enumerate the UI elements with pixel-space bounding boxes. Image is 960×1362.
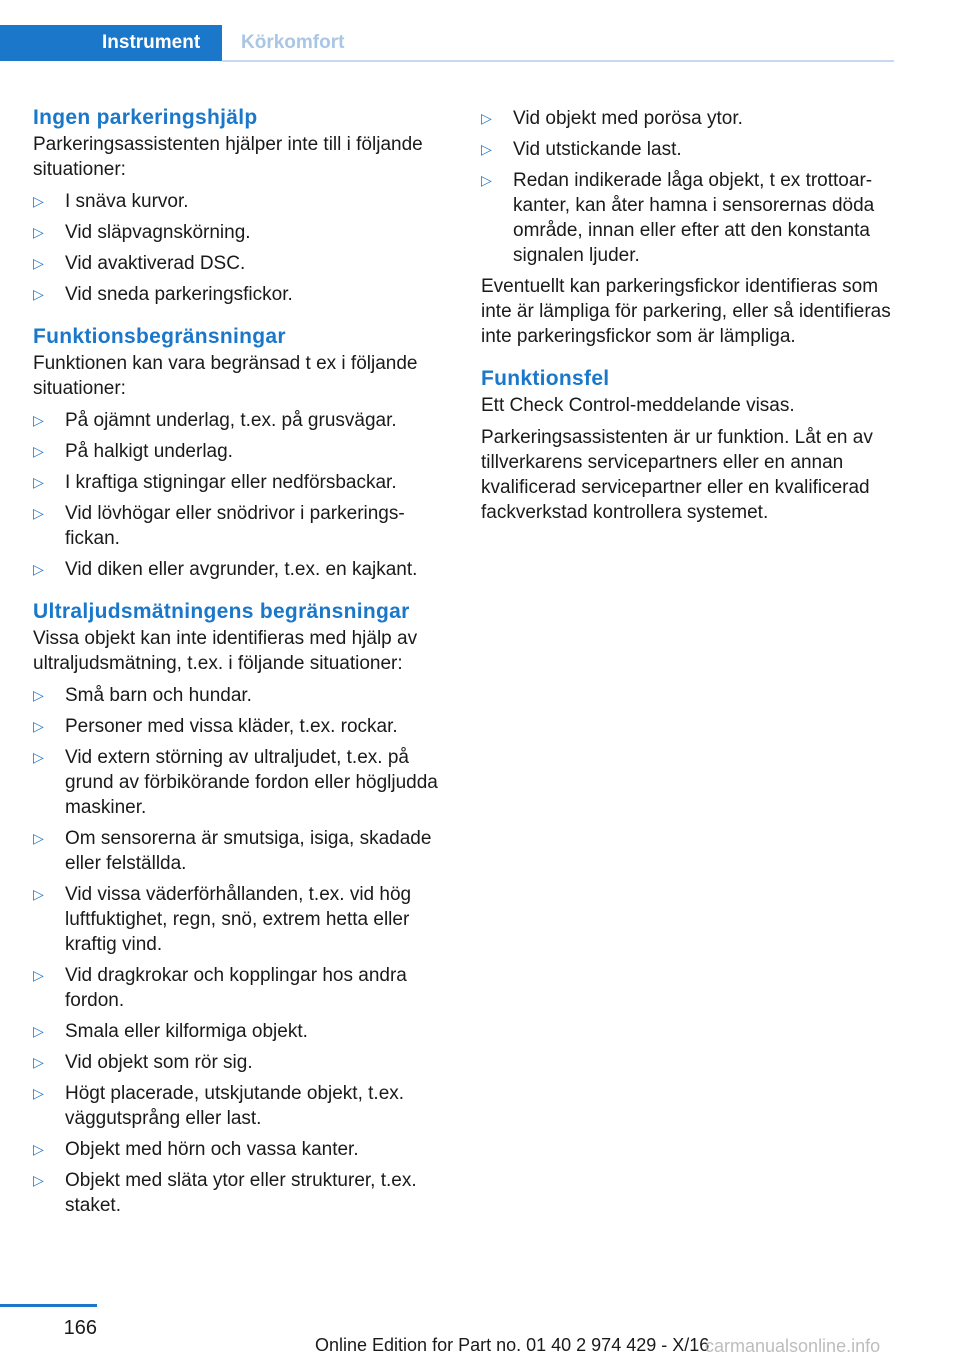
paragraph: Parkeringsassistenten är ur funktion. Låt en av tillverkarens servicepartners eller en annan kvalificerad servicepartner eller en kvalificerad fackverkstad kontrollera systemet.: [481, 427, 873, 523]
triangle-bullet-icon: ▷: [481, 141, 492, 157]
bullet-list: [33, 189, 448, 307]
watermark: carmanualsonline.info: [705, 1336, 881, 1356]
triangle-bullet-icon: ▷: [33, 474, 44, 490]
tab-divider: [222, 60, 894, 62]
list-item: ▷ Vid extern störning av ultraljudet, t.ex. på grund av förbikörande fordon eller högljudda maskiner.: [33, 747, 438, 818]
list-item: ▷ I snäva kurvor.: [33, 191, 189, 212]
list-item: ▷ Vid objekt som rör sig.: [33, 1052, 253, 1073]
triangle-bullet-icon: ▷: [33, 255, 44, 271]
triangle-bullet-icon: ▷: [33, 718, 44, 734]
list-item: ▷ Vid avaktiverad DSC.: [33, 253, 246, 274]
triangle-bullet-icon: ▷: [33, 687, 44, 703]
list-item: ▷ Vid sneda parkeringsfickor.: [33, 284, 293, 305]
right-column: [481, 104, 896, 525]
list-item: ▷ Personer med vissa kläder, t.ex. rockar.: [33, 716, 398, 737]
list-item: ▷ Vid släpvagnskörning.: [33, 222, 251, 243]
triangle-bullet-icon: ▷: [481, 172, 492, 188]
triangle-bullet-icon: ▷: [33, 967, 44, 983]
triangle-bullet-icon: ▷: [33, 505, 44, 521]
list-item: ▷ Redan indikerade låga objekt, t ex trottoarkanter, kan åter hamna i sensorernas döda område, innan eller efter att den konstanta signalen ljuder.: [481, 170, 875, 266]
paragraph: Eventuellt kan parkeringsfickor identifieras som inte är lämpliga för parkering, eller så identifieras inte parkeringsfickor som är lämpliga.: [481, 276, 891, 347]
page-number: 166: [63, 1317, 97, 1339]
section-funktionsfel: [481, 365, 896, 525]
list-item: ▷ I kraftiga stigningar eller nedförsbackar.: [33, 472, 397, 493]
list-item: ▷ Objekt med släta ytor eller strukturer, t.ex. staket.: [33, 1170, 417, 1216]
list-item: ▷ Smala eller kilformiga objekt.: [33, 1021, 308, 1042]
triangle-bullet-icon: ▷: [33, 224, 44, 240]
list-item: ▷ Vid dragkrokar och kopplingar hos andra fordon.: [33, 965, 407, 1011]
section-ingen-parkeringshjalp: [33, 104, 448, 307]
triangle-bullet-icon: ▷: [33, 1054, 44, 1070]
list-item: ▷ Objekt med hörn och vassa kanter.: [33, 1139, 359, 1160]
list-item: ▷ Om sensorerna är smutsiga, isiga, skadade eller felställda.: [33, 828, 432, 874]
section-intro: Vissa objekt kan inte identifieras med hjälp av ultraljudsmätning, t.ex. i följande situationer:: [33, 628, 418, 674]
triangle-bullet-icon: ▷: [33, 1141, 44, 1157]
triangle-bullet-icon: ▷: [33, 412, 44, 428]
list-item: ▷ Vid utstickande last.: [481, 139, 682, 160]
tab-instrument[interactable]: Instrument: [0, 25, 222, 61]
section-heading: Funktionsbegränsningar: [33, 325, 286, 348]
section-intro: Funktionen kan vara begränsad t ex i följande situationer:: [33, 353, 418, 399]
header-tabs: [0, 25, 894, 61]
triangle-bullet-icon: ▷: [33, 749, 44, 765]
triangle-bullet-icon: ▷: [33, 830, 44, 846]
section-heading: Ingen parkeringshjälp: [33, 106, 258, 129]
section-heading: Ultraljudsmätningens begränsningar: [33, 600, 410, 623]
section-funktionsbegransningar: [33, 323, 448, 582]
left-column: [33, 104, 448, 1218]
triangle-bullet-icon: ▷: [33, 286, 44, 302]
section-intro: Parkeringsassistenten hjälper inte till i följande situationer:: [33, 134, 423, 180]
section-heading: Funktionsfel: [481, 367, 610, 390]
footer-rule: [0, 1304, 97, 1307]
list-item: ▷ Små barn och hundar.: [33, 685, 252, 706]
triangle-bullet-icon: ▷: [33, 1085, 44, 1101]
list-item: ▷ På ojämnt underlag, t.ex. på grusvägar.: [33, 410, 397, 431]
triangle-bullet-icon: ▷: [33, 443, 44, 459]
list-item: ▷ Vid diken eller avgrunder, t.ex. en kajkant.: [33, 559, 418, 580]
triangle-bullet-icon: ▷: [33, 1023, 44, 1039]
triangle-bullet-icon: ▷: [33, 1172, 44, 1188]
tab-korkomfort[interactable]: Körkomfort: [241, 32, 345, 53]
edition-note: Online Edition for Part no. 01 40 2 974 429 - X/16: [315, 1335, 710, 1355]
paragraph: Ett Check Control-meddelande visas.: [481, 395, 795, 416]
section-ultraljud: [33, 598, 448, 1218]
list-item: ▷ På halkigt underlag.: [33, 441, 233, 462]
bullet-list: [481, 106, 896, 268]
list-item: ▷ Vid objekt med porösa ytor.: [481, 108, 743, 129]
triangle-bullet-icon: ▷: [33, 886, 44, 902]
bullet-list: [33, 408, 448, 582]
list-item: ▷ Högt placerade, utskjutande objekt, t.ex. väggutsprång eller last.: [33, 1083, 405, 1129]
list-item: ▷ Vid vissa väderförhållanden, t.ex. vid hög luftfuktighet, regn, snö, extrem hetta eller kraftig vind.: [33, 884, 412, 955]
triangle-bullet-icon: ▷: [481, 110, 492, 126]
bullet-list: [33, 683, 448, 1218]
triangle-bullet-icon: ▷: [33, 193, 44, 209]
triangle-bullet-icon: ▷: [33, 561, 44, 577]
list-item: ▷ Vid lövhögar eller snödrivor i parkeringsfickan.: [33, 503, 405, 549]
